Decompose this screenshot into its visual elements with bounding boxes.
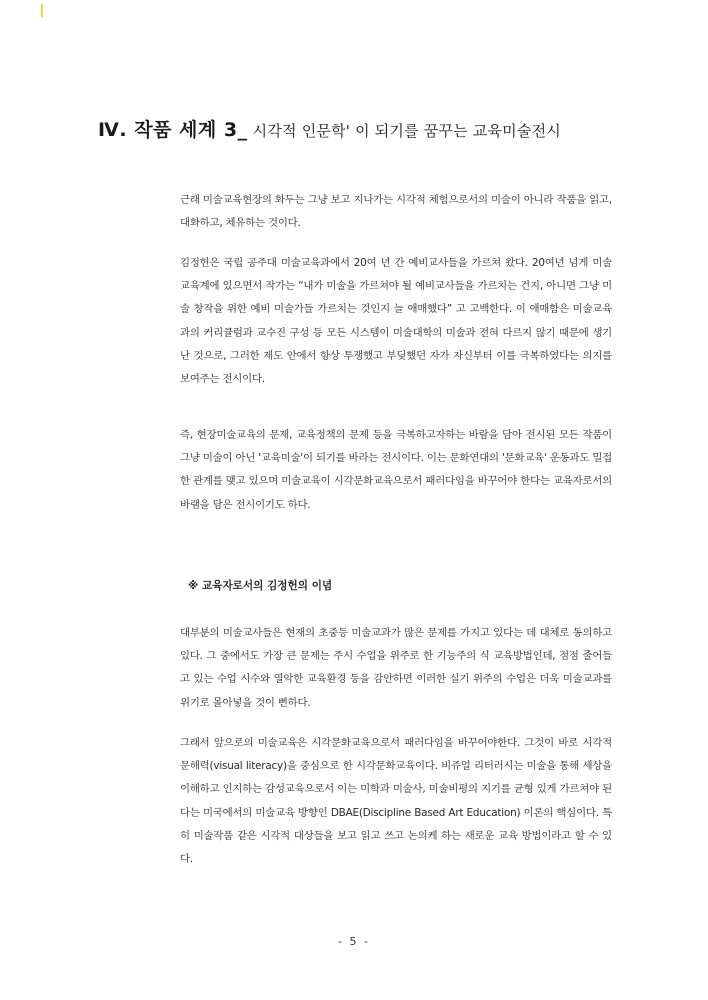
note-heading: ※ 교육자로서의 김정헌의 이념 — [188, 580, 333, 592]
section-heading — [98, 118, 618, 143]
section-heading-number: Ⅳ. 작품 세계 3_ — [98, 119, 248, 141]
yellow-corner-mark: ǀ — [40, 3, 44, 18]
paragraph-note-visual-literacy: 그래서 앞으로의 미술교육은 시각문화교육으로서 패러다임을 바꾸어야한다. 그것이 바로 시각적 문해력(visual literacy)을 중심으로 한 시각문화교육이다. 비쥬얼 리터러시는 미술을 통해 세상을 이해하고 인지하는 감성교육으로서 이는 미학과 미술사, 미술비평의 지기를 균형 있게 가르쳐야 된다는 미국에서의 미술교육 방향인 DBAE(Discipline Based Art Education) 이론의 핵심이다. 특히 미술작품 같은 시각적 대상들을 보고 읽고 쓰고 논의케 하는 새로운 교육 방법이라고 할 수 있다. — [180, 737, 612, 866]
paragraph-note-problem: 대부분의 미술교사들은 현재의 초중등 미술교과가 많은 문제를 가지고 있다는 데 대체로 동의하고 있다. 그 중에서도 가장 큰 문제는 주시 수업을 위주로 한 기능주의 식 교육방법인데, 점점 줄어들고 있는 수업 시수와 열악한 교육환경 등을 감안하면 이러한 실기 위주의 수업은 더욱 미술교과를 위기로 몰아넣을 것이 뻔하다. — [180, 627, 612, 709]
paragraph-career: 김정헌은 국립 공주대 미술교육과에서 20여 년 간 예비교사들을 가르쳐 왔다. 20여년 넘게 미술 교육계에 있으면서 작가는 “내가 미술을 가르쳐야 될 예비교사들을 가르치는 건지, 아니면 그냥 미술 창작을 위한 예비 미술가들 가르치는 것인지 늘 애매했다” 고 고백한다. 이 애매함은 미술교육과의 커리큘럼과 교수진 구성 등 모든 시스템이 미술대학의 미술과 전혀 다르지 않기 때문에 생기난 것으로, 그러한 제도 안에서 항상 투쟁했고 부딪했던 자가 자신부터 이를 극복하였다는 의지를 보여주는 전시이다. — [180, 257, 612, 386]
paragraph-exhibition-purpose: 즉, 현장미술교육의 문제, 교육정책의 문제 등을 극복하고자하는 바람을 담아 전시된 모든 작품이 그냥 미술이 아닌 '교육미술'이 되기를 바라는 전시이다. 이는 문화연대의 '문화교육' 운동과도 밀접한 관계를 맺고 있으며 미술교육이 시각문화교육으로서 패러다임을 바꾸어야 한다는 교육자로서의 바램을 담은 전시이기도 하다. — [180, 429, 612, 511]
page-number: - 5 - — [338, 935, 370, 948]
section-heading-title: 시각적 인문학' 이 되기를 꿈꾸는 교육미술전시 — [252, 122, 561, 140]
paragraph-intro: 근래 미술교육현장의 화두는 그냥 보고 지나가는 시각적 체험으로서의 미술이 아니라 작품을 읽고, 대화하고, 체유하는 것이다. — [180, 194, 612, 230]
